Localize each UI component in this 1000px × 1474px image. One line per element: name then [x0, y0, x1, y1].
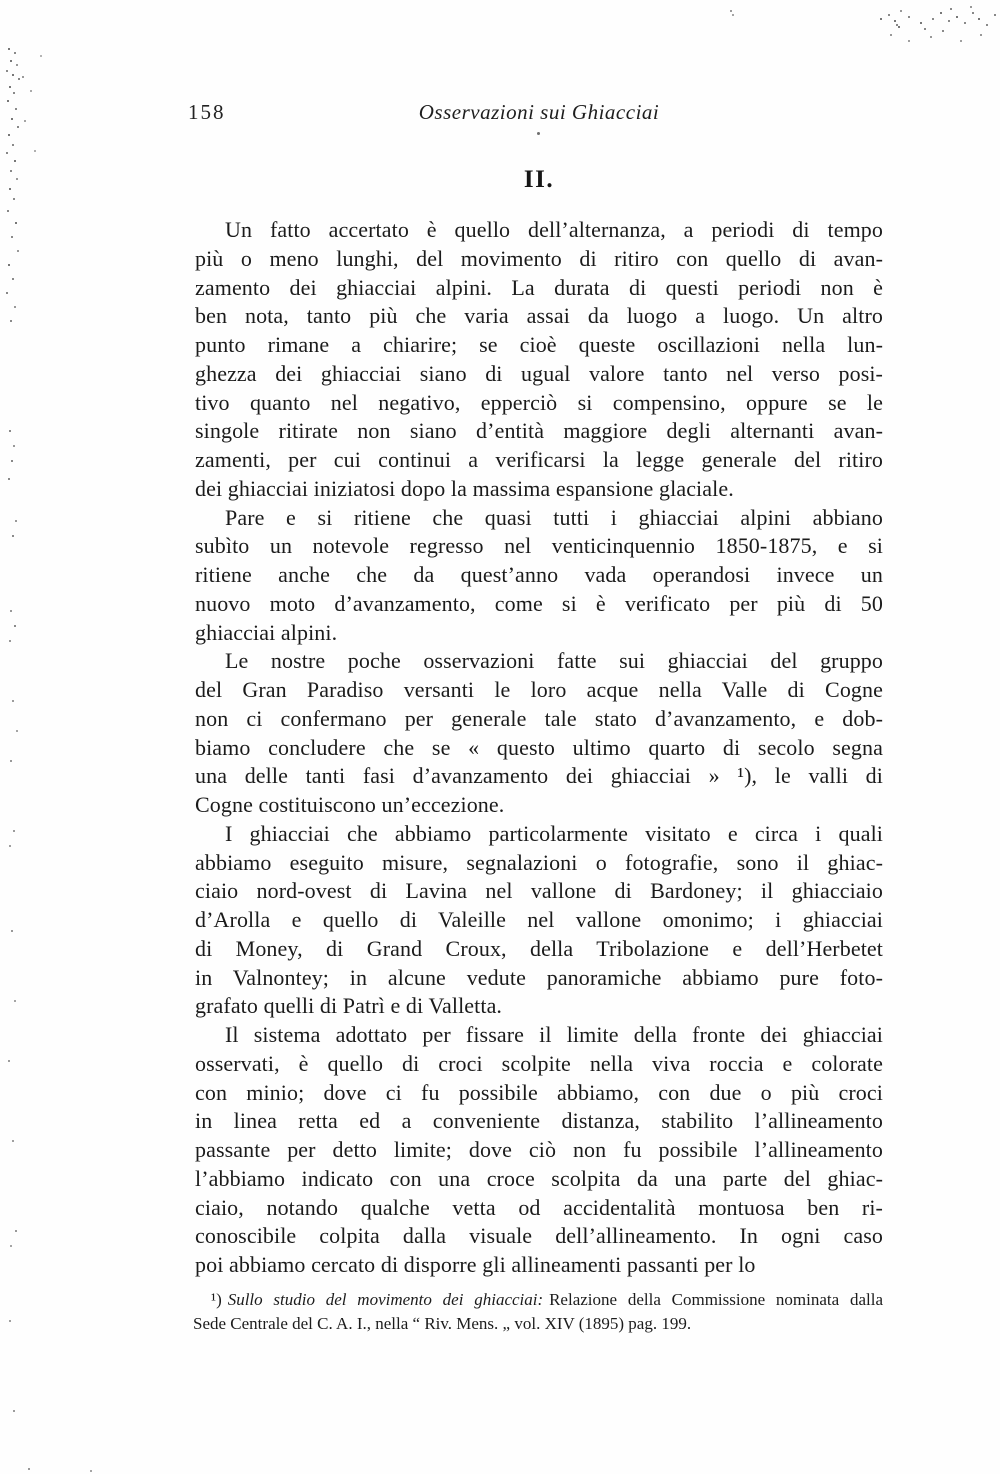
text-line: più o meno lunghi, del movimento di ritiro con quello di avan- — [195, 245, 883, 271]
scan-dot — [537, 132, 540, 135]
text-line: l’abbiamo indicato con una croce scolpita da una parte del ghiac- — [195, 1165, 883, 1191]
text-line: singole ritirate non siano d’entità maggiore degli alternanti avan- — [195, 418, 883, 444]
text-line: tivo quanto nel negativo, epperciò si compensino, oppure se le — [195, 389, 883, 415]
footnote-marker: ¹) — [211, 1290, 222, 1309]
text-line: una delle tanti fasi d’avanzamento dei ghiacciai » ¹), le valli di — [195, 763, 883, 789]
text-line: non ci confermano per generale tale stato d’avanzamento, e dob- — [195, 705, 883, 731]
text-line: ritiene anche che da quest’anno vada operandosi invece un — [195, 562, 883, 587]
text-line: ciaio nord-ovest di Lavina nel vallone di Bardoney; il ghiacciaio — [195, 878, 883, 904]
text-line: osservati, è quello di croci scolpite nella viva roccia e colorate — [195, 1050, 883, 1076]
text-line: ghiacciai alpini. — [195, 619, 338, 645]
footnote-line-2: Sede Centrale del C. A. I., nella “ Riv. Mens. „ vol. XIV (1895) pag. 199. — [193, 1313, 692, 1333]
text-line: in Valnontey; in alcune vedute panoramiche abbiamo pure foto- — [195, 964, 883, 990]
text-line: biamo concludere che se « questo ultimo quarto di secolo segna — [195, 734, 883, 760]
text-line: punto rimane a chiarire; se cioè queste oscillazioni nella lun- — [195, 332, 883, 357]
text-line: del Gran Paradiso versanti le loro acque nella Valle di Cogne — [195, 677, 883, 702]
text-line: con minio; dove ci fu possibile abbiamo, con due o più croci — [195, 1079, 883, 1105]
scan-noise-left-edge — [0, 0, 2, 2]
footnote — [193, 1288, 883, 1335]
text-line: Un fatto accertato è quello dell’alternanza, a periodi di tempo — [225, 217, 883, 242]
text-line: ciaio, notando qualche vetta od accidentalità montuosa ben ri- — [195, 1194, 883, 1220]
text-line: Il sistema adottato per fissare il limite della fronte dei ghiacciai — [225, 1022, 883, 1047]
footnote-work-title: Sullo studio del movimento dei ghiacciai: — [227, 1290, 544, 1309]
text-line: poi abbiamo cercato di disporre gli allineamenti passanti per lo — [195, 1252, 756, 1277]
text-body — [195, 216, 883, 1280]
text-line: ghezza dei ghiacciai siano di ugual valore tanto nel verso posi- — [195, 360, 883, 386]
text-line: ben nota, tanto più che varia assai da luogo a luogo. Un altro — [195, 303, 883, 329]
running-head — [188, 100, 883, 126]
text-line: Le nostre poche osservazioni fatte sui ghiacciai del gruppo — [225, 648, 883, 674]
text-line: subìto un notevole regresso nel venticinquennio 1850-1875, e si — [195, 533, 883, 559]
scan-noise-top-right — [860, 0, 862, 2]
text-line: I ghiacciai che abbiamo particolarmente visitato e circa i quali — [225, 820, 883, 846]
text-line: passante per detto limite; dove ciò non fu possibile l’allineamento — [195, 1137, 883, 1162]
page-number: 158 — [188, 100, 226, 124]
text-line: abbiamo eseguito misure, segnalazioni o fotografie, sono il ghiac- — [195, 849, 883, 875]
text-line: Pare e si ritiene che quasi tutti i ghiacciai alpini abbiano — [225, 504, 883, 530]
text-line: grafato quelli di Patrì e di Valletta. — [195, 993, 503, 1019]
text-line: d’Arolla e quello di Valeille nel vallone omonimo; i ghiacciai — [195, 907, 883, 932]
text-line: di Money, di Grand Croux, della Tribolazione e dell’Herbetet — [195, 935, 883, 961]
running-title: Osservazioni sui Ghiacciai — [418, 100, 660, 124]
text-line: Cogne costituiscono un’eccezione. — [195, 792, 505, 817]
text-line: in linea retta ed a conveniente distanza, stabilito l’allineamento — [195, 1108, 883, 1134]
text-line: conoscibile colpita dalla visuale dell’allineamento. In ogni caso — [195, 1223, 883, 1249]
text-line: zamento dei ghiacciai alpini. La durata di questi periodi non è — [195, 274, 883, 300]
text-line: zamenti, per cui continui a verificarsi la legge generale del ritiro — [195, 447, 883, 472]
text-line: dei ghiacciai iniziatosi dopo la massima espansione glaciale. — [195, 475, 734, 501]
footnote-text: Relazione della Commissione nominata dalla — [549, 1290, 884, 1309]
footnote-line-1 — [193, 1288, 883, 1312]
text-line: nuovo moto d’avanzamento, come si è verificato per più di 50 — [195, 590, 883, 616]
section-heading: II. — [523, 166, 555, 193]
